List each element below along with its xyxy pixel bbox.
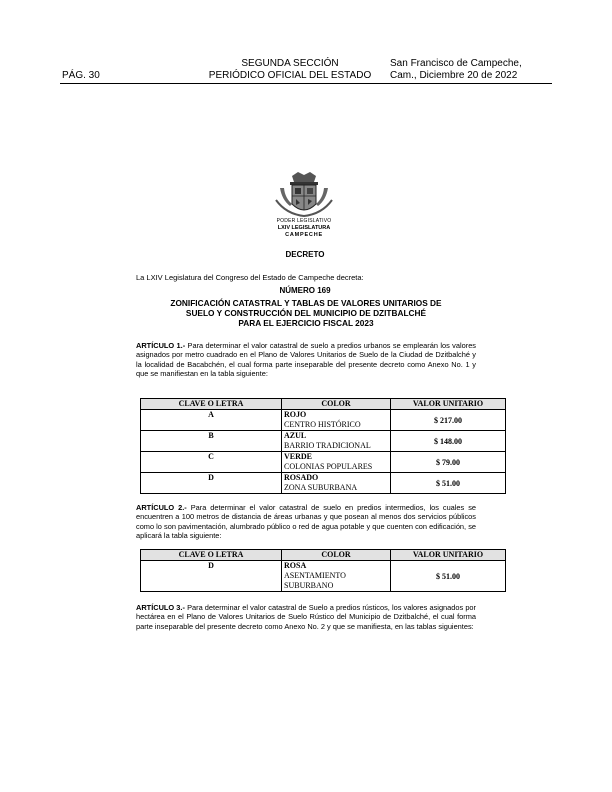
article-2-heading: ARTÍCULO 2.- [136, 503, 187, 512]
header-date: Cam., Diciembre 20 de 2022 [390, 70, 518, 81]
column-header-clave: CLAVE O LETRA [141, 550, 282, 561]
column-header-color: COLOR [282, 550, 391, 561]
article-3 [136, 603, 476, 631]
column-header-valor: VALOR UNITARIO [391, 550, 506, 561]
article-2 [136, 503, 476, 540]
decree-heading: DECRETO [285, 250, 325, 259]
legislature-seal-text: PODER LEGISLATIVO LXIV LEGISLATURA CAMPECHE [276, 218, 332, 238]
article-3-text: Para determinar el valor catastral de Suelo a predios rústicos, los valores asignados por hectárea en el Plano de Valores Unitarios de Suelo Rústico del Municipio de Dzitbalché, el cual forma parte inseparable del presente decreto como Anexo No. 2 y que se manifiesta, en las tablas siguientes: [136, 603, 476, 631]
article-2-text: Para determinar el valor catastral de suelo en predios intermedios, los cuales se encuentren a 100 metros de distancia de áreas urbanas y que posean al menos dos servicios públicos como lo son pavimentación, alumbrado público o red de agua potable y que cuenten con edificación, se aplicará la tabla siguiente: [136, 503, 476, 540]
decree-title: ZONIFICACIÓN CATASTRAL Y TABLAS DE VALORES UNITARIOS DE SUELO Y CONSTRUCCIÓN DEL MUNICIPIO DE DZITBALCHÉ PARA EL EJERCICIO FISCAL 2023 [170, 298, 442, 328]
article-3-heading: ARTÍCULO 3.- [136, 603, 185, 612]
article-1 [136, 341, 476, 378]
section-label: SEGUNDA SECCIÓN [241, 58, 339, 69]
table-row: A ROJO CENTRO HISTÓRICO $ 217.00 [141, 410, 506, 431]
table-row: D ROSADO ZONA SUBURBANA $ 51.00 [141, 473, 506, 494]
column-header-color: COLOR [282, 399, 391, 410]
header-place: San Francisco de Campeche, [390, 58, 522, 69]
article-1-text: Para determinar el valor catastral de suelo a predios urbanos se emplearán los valores asignados por metro cuadrado en el Plano de Valores Unitarios de Suelo de la Ciudad de Dzitbalché y la localidad de Bacabchén, el cual forma parte inseparable del presente decreto como Anexo No. 1 y que se manifiestan en la tabla siguiente: [136, 341, 476, 378]
urban-values-table [140, 398, 506, 494]
intermediate-values-table [140, 549, 506, 592]
periodical-name: PERIÓDICO OFICIAL DEL ESTADO [208, 70, 372, 81]
decree-number: NÚMERO 169 [279, 286, 331, 295]
page-number: PÁG. 30 [62, 70, 100, 81]
table-row: C VERDE COLONIAS POPULARES $ 79.00 [141, 452, 506, 473]
table-header-row [141, 550, 506, 561]
table-header-row [141, 399, 506, 410]
article-1-heading: ARTÍCULO 1.- [136, 341, 186, 350]
column-header-clave: CLAVE O LETRA [141, 399, 282, 410]
header-center [205, 58, 375, 82]
header-right [390, 58, 540, 82]
coat-of-arms-icon [270, 170, 338, 220]
table-row: B AZUL BARRIO TRADICIONAL $ 148.00 [141, 431, 506, 452]
decree-intro: La LXIV Legislatura del Congreso del Estado de Campeche decreta: [136, 273, 364, 282]
table-row: D ROSA ASENTAMIENTO SUBURBANO $ 51.00 [141, 561, 506, 592]
column-header-valor: VALOR UNITARIO [391, 399, 506, 410]
header-divider [60, 83, 552, 84]
